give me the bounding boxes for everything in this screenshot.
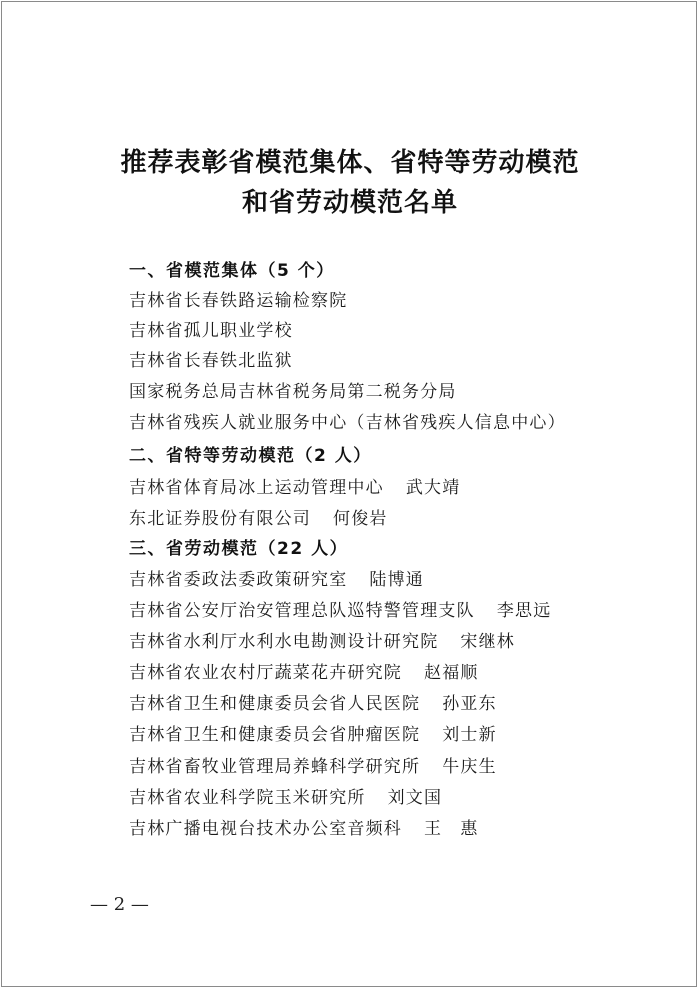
organization-name: 吉林广播电视台技术办公室音频科	[129, 819, 402, 839]
document-title-line-2: 和省劳动模范名单	[241, 188, 458, 218]
organization-name: 吉林省卫生和健康委员会省肿瘤医院	[129, 725, 421, 745]
section-heading-collectives: 一、省模范集体（5 个）	[129, 261, 335, 281]
person-name: 刘士新	[442, 725, 497, 745]
organization-name: 吉林省农业科学院玉米研究所	[129, 788, 366, 808]
organization-name: 吉林省卫生和健康委员会省人民医院	[129, 694, 421, 714]
list-item: 吉林省长春铁北监狱	[129, 351, 293, 371]
list-item	[129, 599, 551, 623]
person-name: 何俊岩	[333, 509, 388, 529]
person-name: 王 惠	[424, 819, 479, 839]
person-name: 宋继林	[460, 632, 516, 652]
organization-name: 吉林省农业农村厅蔬菜花卉研究院	[129, 663, 402, 683]
list-item	[129, 786, 442, 810]
organization-name: 吉林省畜牧业管理局养蜂科学研究所	[129, 757, 421, 777]
list-item	[129, 692, 497, 716]
section-heading-special-models: 二、省特等劳动模范（2 人）	[129, 446, 372, 466]
person-name: 牛庆生	[442, 757, 497, 777]
list-item: 吉林省残疾人就业服务中心（吉林省残疾人信息中心）	[129, 413, 566, 433]
page-number: — 2 —	[90, 894, 149, 915]
organization-name: 吉林省体育局冰上运动管理中心	[129, 478, 384, 498]
list-item	[129, 476, 460, 500]
person-name: 赵福顺	[424, 663, 479, 683]
person-name: 陆博通	[369, 570, 425, 590]
list-item: 吉林省孤儿职业学校	[129, 321, 293, 341]
list-item: 国家税务总局吉林省税务局第二税务分局	[129, 382, 457, 402]
list-item	[129, 507, 388, 531]
list-item	[129, 817, 479, 841]
person-name: 李思远	[496, 601, 552, 621]
organization-name: 东北证券股份有限公司	[129, 509, 311, 529]
person-name: 孙亚东	[442, 694, 497, 714]
document-title-line-1: 推荐表彰省模范集体、省特等劳动模范	[120, 148, 580, 178]
person-name: 刘文国	[387, 788, 443, 808]
list-item	[129, 755, 497, 779]
organization-name: 吉林省委政法委政策研究室	[129, 570, 348, 590]
list-item	[129, 661, 479, 685]
person-name: 武大靖	[405, 478, 461, 498]
list-item	[129, 568, 424, 592]
section-heading-labor-models: 三、省劳动模范（22 人）	[129, 539, 349, 559]
list-item: 吉林省长春铁路运输检察院	[129, 291, 348, 311]
list-item	[129, 630, 515, 654]
organization-name: 吉林省水利厅水利水电勘测设计研究院	[129, 632, 439, 652]
organization-name: 吉林省公安厅治安管理总队巡特警管理支队	[129, 601, 475, 621]
list-item	[129, 723, 497, 747]
